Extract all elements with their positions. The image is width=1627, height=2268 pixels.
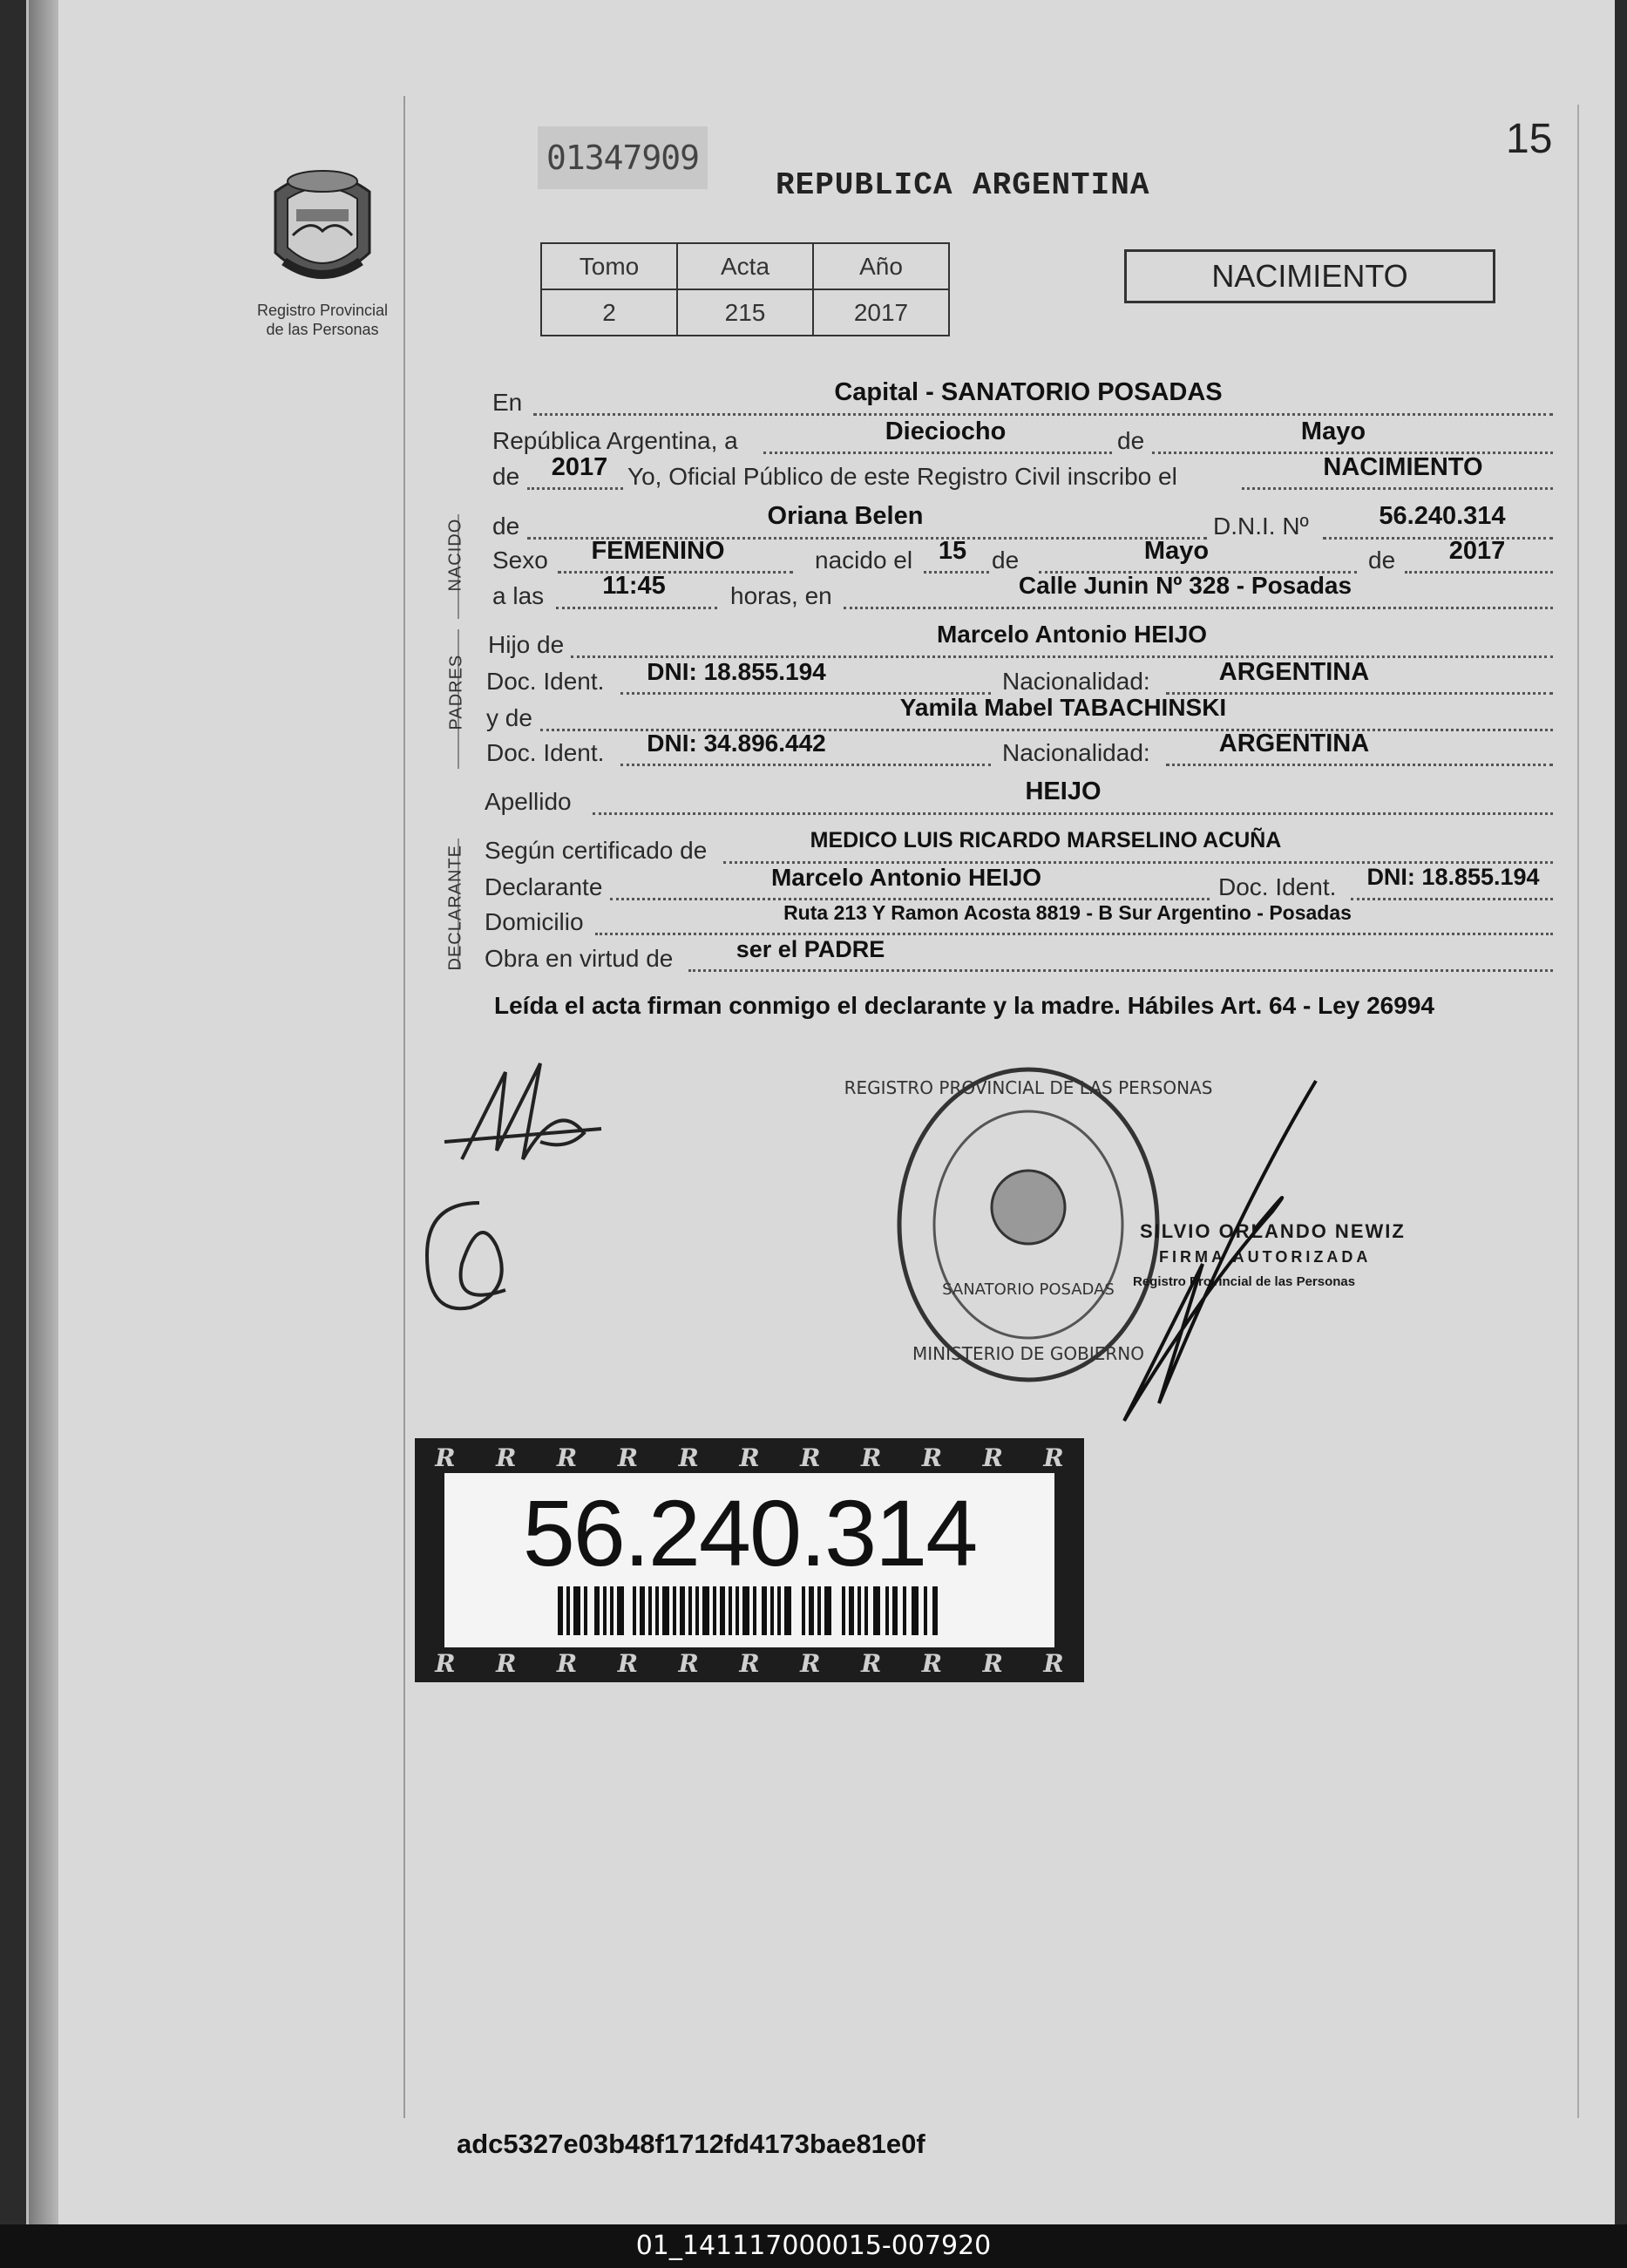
dotted-line [1405, 571, 1553, 574]
right-margin-line [1577, 105, 1579, 2118]
domicilio-value: Ruta 213 Y Ramon Acosta 8819 - B Sur Argentino - Posadas [783, 901, 1352, 924]
dotted-line [763, 452, 1112, 454]
sexo-value: FEMENINO [591, 537, 725, 565]
stamp-line-3: Registro Provincial de las Personas [1133, 1274, 1356, 1289]
certificado-label: Según certificado de [485, 837, 708, 864]
logo-caption: Registro Provincial de las Personas [256, 302, 389, 338]
svg-text:SANATORIO POSADAS: SANATORIO POSADAS [942, 1280, 1115, 1299]
y-de-label: y de [486, 704, 532, 731]
year-label: de [492, 463, 520, 490]
father-doc-value: DNI: 18.855.194 [647, 658, 826, 685]
sticker-dni-number: 56.240.314 [522, 1480, 977, 1586]
certificate-value: MEDICO LUIS RICARDO MARSELINO ACUÑA [810, 828, 1282, 852]
mother-nationality-value: ARGENTINA [1218, 730, 1370, 757]
dotted-line [593, 812, 1553, 815]
republica-label: República Argentina, a [492, 427, 738, 454]
year-value: 2017 [551, 453, 608, 481]
nacionalidad-label: Nacionalidad: [1002, 668, 1150, 695]
margin-line [403, 96, 405, 2118]
dotted-line [527, 487, 623, 490]
dotted-line [620, 764, 991, 766]
svg-text:MINISTERIO DE GOBIERNO: MINISTERIO DE GOBIERNO [912, 1343, 1144, 1364]
dni-label: D.N.I. Nº [1213, 513, 1309, 540]
closing-statement: Leída el acta firman conmigo el declarante y la madre. Hábiles Art. 64 - Ley 26994 [494, 992, 1434, 1019]
stamp-line-2: FIRMA AUTORIZADA [1159, 1248, 1372, 1266]
nacionalidad-label: Nacionalidad: [1002, 739, 1150, 766]
act-type-box: NACIMIENTO [1124, 249, 1495, 303]
dotted-line [595, 933, 1553, 935]
registered-value: NACIMIENTO [1323, 453, 1483, 481]
de-label: de [492, 513, 520, 540]
sticker-pattern-bottom: R R R R R R R R R R R [435, 1648, 1064, 1678]
padres-section-label: PADRES [446, 654, 466, 730]
dotted-line [844, 607, 1553, 609]
mother-signature-icon [418, 1185, 540, 1325]
time-value: 11:45 [602, 572, 666, 600]
day-value: Dieciocho [885, 418, 1007, 445]
mother-name-value: Yamila Mabel TABACHINSKI [899, 694, 1227, 721]
dni-barcode-sticker [415, 1438, 1084, 1682]
declarante-label: Declarante [485, 873, 603, 900]
provincia-de-misiones-seal-icon [258, 157, 387, 296]
dotted-line [556, 607, 717, 609]
header-acta: Acta [677, 243, 813, 289]
de-label: de [1368, 547, 1396, 574]
svg-text:REGISTRO PROVINCIAL DE LAS PER: REGISTRO PROVINCIAL DE LAS PERSONAS [844, 1077, 1213, 1098]
de-label: de [992, 547, 1020, 574]
a-las-label: a las [492, 582, 545, 609]
dotted-line [924, 571, 989, 574]
official-signature-icon [1098, 1072, 1333, 1429]
registry-table-value-row [541, 289, 949, 336]
name-value: Oriana Belen [767, 502, 924, 530]
apellido-value: HEIJO [1025, 778, 1102, 805]
father-nationality-value: ARGENTINA [1218, 658, 1370, 686]
value-ano: 2017 [813, 289, 949, 336]
dotted-line [688, 969, 1553, 972]
barcode-icon [558, 1586, 941, 1635]
en-label: En [492, 389, 523, 416]
page-shadow [29, 0, 58, 2224]
birth-month-value: Mayo [1143, 537, 1210, 565]
obra-value: ser el PADRE [736, 936, 885, 962]
nacido-section-label: NACIDO [445, 518, 465, 592]
doc-ident-label: Doc. Ident. [486, 739, 605, 766]
dotted-line [1351, 898, 1553, 900]
apellido-label: Apellido [485, 788, 572, 815]
dni-value: 56.240.314 [1379, 502, 1506, 530]
sticker-label [444, 1473, 1054, 1647]
father-name-value: Marcelo Antonio HEIJO [936, 621, 1208, 648]
place-value: Capital - SANATORIO POSADAS [834, 378, 1223, 406]
de-label: de [1117, 427, 1145, 454]
sexo-label: Sexo [492, 547, 548, 574]
mother-doc-value: DNI: 34.896.442 [647, 730, 826, 757]
dotted-line [533, 413, 1553, 416]
serial-number: 01347909 [538, 126, 708, 189]
declarante-doc-value: DNI: 18.855.194 [1366, 864, 1540, 890]
declarante-section-label: DECLARANTE [445, 845, 465, 971]
dotted-line [1166, 764, 1553, 766]
value-acta: 215 [677, 289, 813, 336]
birth-place-value: Calle Junin Nº 328 - Posadas [1018, 572, 1352, 599]
birth-year-value: 2017 [1448, 537, 1506, 565]
month-value: Mayo [1300, 418, 1366, 445]
hijo-de-label: Hijo de [488, 631, 565, 658]
value-tomo: 2 [541, 289, 677, 336]
registry-table [540, 242, 950, 336]
horas-label: horas, en [730, 582, 832, 609]
doc-ident-label: Doc. Ident. [486, 668, 605, 695]
obra-label: Obra en virtud de [485, 945, 674, 972]
declarant-signature-icon [436, 1046, 610, 1194]
header-tomo: Tomo [541, 243, 677, 289]
statement-text: Yo, Oficial Público de este Registro Civil inscribo el [627, 463, 1177, 490]
page-number: 15 [1506, 116, 1553, 162]
doc-ident-label: Doc. Ident. [1218, 873, 1337, 900]
declarante-name-value: Marcelo Antonio HEIJO [770, 864, 1042, 891]
document-hash: adc5327e03b48f1712fd4173bae81e0f [457, 2129, 925, 2159]
country-title: REPUBLICA ARGENTINA [776, 167, 1150, 203]
registry-table-header-row [541, 243, 949, 289]
nacido-el-label: nacido el [815, 547, 913, 574]
file-id-footer: 01_141117000015-007920 [0, 2224, 1627, 2268]
sticker-pattern-top: R R R R R R R R R R R [435, 1443, 1064, 1472]
dotted-line [610, 898, 1210, 900]
domicilio-label: Domicilio [485, 908, 584, 935]
birth-day-value: 15 [938, 537, 967, 565]
stamp-line-1: SILVIO ORLANDO NEWIZ [1140, 1220, 1406, 1242]
header-ano: Año [813, 243, 949, 289]
dotted-line [1242, 487, 1553, 490]
